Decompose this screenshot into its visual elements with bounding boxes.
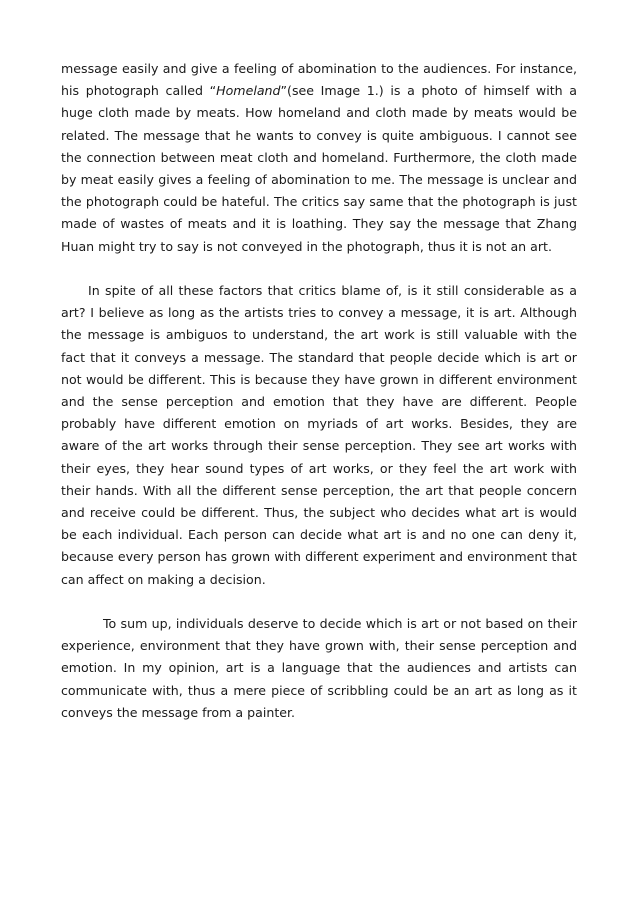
paragraph-art-argument: In spite of all these factors that critics blame of, is it still considerable as a art? I believe as long as the artists tries to convey a message, it is art. Although the message is ambiguos to understand, the art work is still valuable with the fact that it conveys a message. The standard that people decide which is art or not would be different. This is because they have grown in different environment and the sense perception and emotion that they have are different. People probably have different emotion on myriads of art works. Besides, they are aware of the art works through their sense perception. They see art works with their eyes, they hear sound types of art works, or they feel the art work with their hands. With all the different sense perception, the art that people concern and receive could be different. Thus, the subject who decides what art is would be each individual. Each person can decide what art is and no one can deny it, because every person has grown with different experiment and environment that can affect on making a decision. [61,283,577,587]
paragraph-conclusion: To sum up, individuals deserve to decide which is art or not based on their experience, environment that they have grown with, their sense perception and emotion. In my opinion, art is a language that the audiences and artists can communicate with, thus a mere piece of scribbling could be an art as long as it conveys the message from a painter. [61,616,577,720]
paragraph-1-text-end: ”(see Image 1.) is a photo of himself with a huge cloth made by meats. How homeland and cloth made by meats would be related. The message that he wants to convey is quite ambiguous. I cannot see the connection between meat cloth and homeland. Furthermore, the cloth made by meat easily gives a feeling of abomination to me. The message is unclear and the photograph could be hateful. The critics say same that the photograph is just made of wastes of meats and it is loathing. They say the message that Zhang Huan might try to say is not conveyed in the photograph, thus it is not an art. [61,83,577,254]
document-page [61,58,577,724]
paragraph-homeland-critique [61,58,577,258]
artwork-title-homeland: Homeland [216,83,281,99]
paragraph-1-text-start: message easily and give a feeling of abomination to the audiences. For instance, his photograph called “ [61,61,577,99]
